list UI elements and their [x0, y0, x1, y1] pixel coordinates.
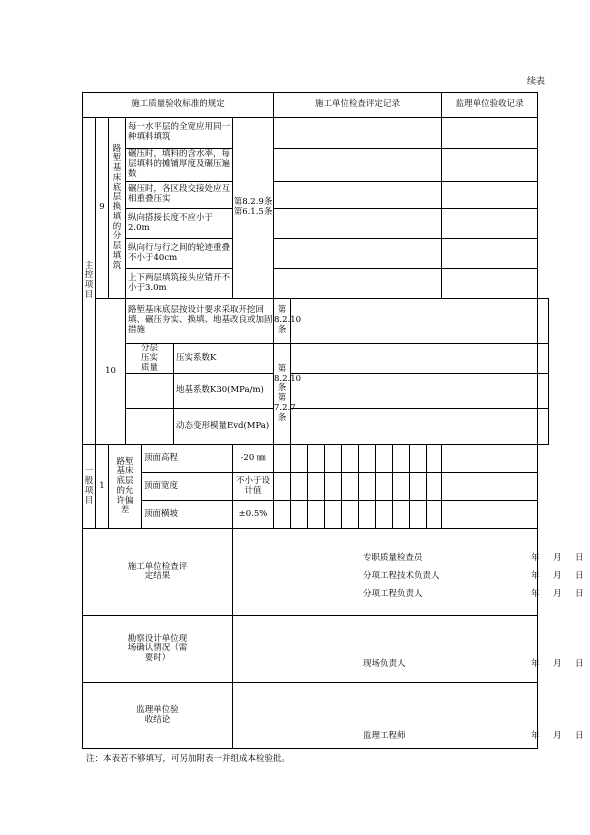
general-value-2: 不小于设计值	[233, 473, 274, 501]
general-cell-2-7[interactable]	[376, 473, 393, 501]
general-cell-1-9[interactable]	[410, 445, 427, 473]
survey-confirmation-label: 勘察设计单位现场确认情况（需要时）	[83, 616, 233, 683]
general-cell-2-4[interactable]	[325, 473, 342, 501]
general-item-2: 顶面宽度	[142, 473, 233, 501]
survey-confirmation-area[interactable]	[233, 616, 584, 683]
item9-row-3: 碾压时，各区段交接处应互相重叠压实	[126, 182, 233, 209]
general-cell-3-6[interactable]	[359, 501, 376, 529]
general-cell-3-5[interactable]	[342, 501, 359, 529]
item10-top-text: 路堑基床底层按设计要求采取开挖回填、碾压夯实、换填、地基改良或加固措施	[126, 299, 274, 344]
general-group: 路堑基床底层的允许偏差	[109, 445, 142, 529]
item9-supervision-2[interactable]	[442, 149, 538, 182]
item10-clause: 第8.2.10条 第7.2.7条	[274, 344, 291, 445]
supervision-conclusion-area[interactable]	[233, 683, 584, 749]
item9-record-6[interactable]	[274, 269, 442, 299]
date-5: 年 月 日	[531, 731, 584, 742]
date-3: 年 月 日	[531, 589, 584, 600]
footnote: 注：本表若不够填写，可另加附表一并组成本检验批。	[86, 754, 291, 764]
general-cell-1-7[interactable]	[376, 445, 393, 473]
item9-supervision-4[interactable]	[442, 209, 538, 239]
general-cell-1-6[interactable]	[359, 445, 376, 473]
general-cell-1-10[interactable]	[427, 445, 442, 473]
general-cell-3-1[interactable]	[274, 501, 291, 529]
item9-row-4: 纵向搭接长度不应小于2.0m	[126, 209, 233, 239]
general-cell-1-4[interactable]	[325, 445, 342, 473]
general-cell-3-10[interactable]	[427, 501, 442, 529]
general-cell-2-9[interactable]	[410, 473, 427, 501]
supervision-engineer-label: 监理工程师	[363, 731, 406, 742]
general-supervision-3[interactable]	[442, 501, 538, 529]
item9-group: 路堑基床底层换填的分层填筑	[109, 118, 126, 299]
general-cell-1-2[interactable]	[291, 445, 308, 473]
item10-top-clause: 第8.2.10条	[274, 299, 291, 344]
general-cell-1-8[interactable]	[393, 445, 410, 473]
general-cell-3-8[interactable]	[393, 501, 410, 529]
date-2: 年 月 日	[531, 571, 584, 582]
item9-clause: 第8.2.9条 第6.1.5条	[233, 118, 274, 299]
general-cell-2-10[interactable]	[427, 473, 442, 501]
item10-supervision-3[interactable]	[538, 409, 549, 445]
item9-supervision-3[interactable]	[442, 182, 538, 209]
header-supervision-record: 监理单位验收记录	[442, 93, 538, 118]
general-item-3: 顶面横坡	[142, 501, 233, 529]
date-4: 年 月 日	[531, 659, 584, 670]
supervision-conclusion-label: 监理单位验收结论	[83, 683, 233, 749]
header-construction-record: 施工单位检查评定记录	[274, 93, 442, 118]
general-cell-2-6[interactable]	[359, 473, 376, 501]
item9-row-1: 每一水平层的全宽应用同一种填料填筑	[126, 118, 233, 149]
item10-group-tail	[126, 409, 174, 445]
main-control-label: 主控项目	[83, 118, 96, 445]
general-cell-1-5[interactable]	[342, 445, 359, 473]
item9-record-2[interactable]	[274, 149, 442, 182]
item10-group: 分层压实质量	[126, 344, 174, 374]
item10-record-1[interactable]	[291, 344, 538, 374]
item9-record-4[interactable]	[274, 209, 442, 239]
item9-row-6: 上下两层填筑接头应错开不小于3.0m	[126, 269, 233, 299]
general-cell-3-9[interactable]	[410, 501, 427, 529]
date-1: 年 月 日	[531, 553, 584, 564]
project-lead-label: 分项工程负责人	[363, 589, 423, 600]
construction-result-area[interactable]	[233, 529, 584, 616]
general-cell-3-2[interactable]	[291, 501, 308, 529]
general-cell-2-1[interactable]	[274, 473, 291, 501]
item10-supervision-1[interactable]	[538, 344, 549, 374]
item10-record-top[interactable]	[291, 299, 538, 344]
general-cell-1-1[interactable]	[274, 445, 291, 473]
general-no: 1	[96, 445, 109, 529]
item10-no: 10	[96, 299, 126, 445]
item10-row-2: 地基系数K30(MPa/m)	[174, 374, 274, 409]
item9-row-2: 碾压时，填料的含水率，每层填料的摊铺厚度及碾压遍数	[126, 149, 233, 182]
general-cell-2-2[interactable]	[291, 473, 308, 501]
site-lead-label: 现场负责人	[363, 659, 406, 670]
general-cell-3-7[interactable]	[376, 501, 393, 529]
item10-record-3[interactable]	[291, 409, 538, 445]
general-supervision-2[interactable]	[442, 473, 538, 501]
item10-supervision-2[interactable]	[538, 374, 549, 409]
item10-supervision-top[interactable]	[538, 299, 549, 344]
general-cell-2-8[interactable]	[393, 473, 410, 501]
item9-no: 9	[96, 118, 109, 299]
quality-inspector-label: 专职质量检查员	[363, 553, 423, 564]
construction-result-label: 施工单位检查评定结果	[83, 529, 233, 616]
item9-supervision-1[interactable]	[442, 118, 538, 149]
item9-record-5[interactable]	[274, 239, 442, 269]
item10-group-continued	[126, 374, 174, 409]
header-standard: 施工质量验收标准的规定	[83, 93, 274, 118]
item9-row-5: 纵向行与行之间的轮迹重叠不小于40cm	[126, 239, 233, 269]
general-item-1: 顶面高程	[142, 445, 233, 473]
general-value-1: -20 ㎜	[233, 445, 274, 473]
item10-row-3: 动态变形模量Evd(MPa)	[174, 409, 274, 445]
item10-record-2[interactable]	[291, 374, 538, 409]
general-cell-2-5[interactable]	[342, 473, 359, 501]
item9-record-3[interactable]	[274, 182, 442, 209]
item10-row-1: 压实系数K	[174, 344, 274, 374]
general-cell-1-3[interactable]	[308, 445, 325, 473]
general-label: 一般项目	[83, 445, 96, 529]
general-supervision-1[interactable]	[442, 445, 538, 473]
continued-label: 续表	[527, 77, 546, 87]
general-cell-2-3[interactable]	[308, 473, 325, 501]
item9-supervision-5[interactable]	[442, 239, 538, 269]
general-cell-3-4[interactable]	[325, 501, 342, 529]
inspection-table	[82, 92, 584, 749]
general-value-3: ±0.5%	[233, 501, 274, 529]
item9-record-1[interactable]	[274, 118, 442, 149]
item9-supervision-6[interactable]	[442, 269, 538, 299]
general-cell-3-3[interactable]	[308, 501, 325, 529]
technical-lead-label: 分项工程技术负责人	[363, 571, 440, 582]
